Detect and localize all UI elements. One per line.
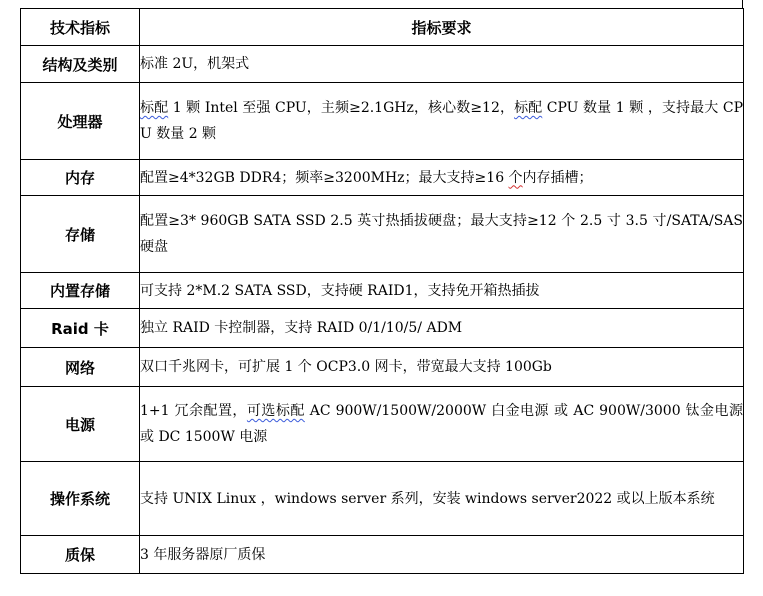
row-value xyxy=(140,536,744,574)
row-name: Raid 卡 xyxy=(21,309,140,348)
cell-text: 可支持 2*M.2 SATA SSD，支持硬 RAID1，支持免开箱热插拔 xyxy=(140,282,540,299)
row-value xyxy=(140,273,744,309)
cell-text: CPU 数量 1 颗 ，支持最大 CPU 数量 2 颗 xyxy=(140,100,743,142)
row-name: 网络 xyxy=(21,348,140,387)
row-name: 操作系统 xyxy=(21,462,140,536)
table-row xyxy=(21,348,744,387)
cell-text: 1+1 冗余配置， xyxy=(140,403,247,419)
header-requirement: 指标要求 xyxy=(140,9,744,46)
cell-text: 双口千兆网卡，可扩展 1 个 OCP3.0 网卡，带宽最大支持 100Gb xyxy=(140,359,552,375)
row-name: 电源 xyxy=(21,387,140,462)
cell-text: 支持 UNIX Linux ，windows server 系列，安装 windows server2022 或以上版本系统 xyxy=(140,490,715,507)
row-value xyxy=(140,348,744,387)
table-row xyxy=(21,536,744,574)
row-name: 处理器 xyxy=(21,83,140,160)
table-row xyxy=(21,196,744,273)
row-name: 存储 xyxy=(21,196,140,273)
row-value xyxy=(140,46,744,83)
cell-text: 1 颗 Intel 至强 CPU，主频≥2.1GHz，核心数≥12， xyxy=(168,100,515,116)
table-row xyxy=(21,273,744,309)
grammar-underlined-text: 标配 xyxy=(140,100,169,116)
row-name: 质保 xyxy=(21,536,140,574)
table-row xyxy=(21,83,744,160)
row-name: 内置存储 xyxy=(21,273,140,309)
row-value xyxy=(140,462,744,536)
page-edge-mark xyxy=(742,0,743,8)
grammar-underlined-text: 可选标配 xyxy=(246,403,305,419)
header-technical-indicator: 技术指标 xyxy=(21,9,140,46)
cell-text: 标准 2U，机架式 xyxy=(140,56,250,72)
row-name: 结构及类别 xyxy=(21,46,140,83)
table-row xyxy=(21,462,744,536)
row-value xyxy=(140,196,744,273)
spec-table xyxy=(20,8,744,574)
row-name: 内存 xyxy=(21,160,140,196)
spelling-underlined-text: 个 xyxy=(508,169,523,186)
grammar-underlined-text: 标配 xyxy=(514,100,543,116)
row-value xyxy=(140,387,744,462)
table-row xyxy=(21,160,744,196)
cell-text: 内存插槽； xyxy=(522,169,593,186)
table-row xyxy=(21,46,744,83)
table-row xyxy=(21,309,744,348)
cell-text: 独立 RAID 卡控制器，支持 RAID 0/1/10/5/ ADM xyxy=(140,320,463,336)
cell-text: AC 900W/1500W/2000W 白金电源 或 AC 900W/3000 钛金电源 或 DC 1500W 电源 xyxy=(140,403,744,445)
cell-text: 3 年服务器原厂质保 xyxy=(140,546,266,563)
cell-text: 配置≥3* 960GB SATA SSD 2.5 英寸热插拔硬盘；最大支持≥12 个 2.5 寸 3.5 寸/SATA/SAS 硬盘 xyxy=(140,213,743,255)
row-value xyxy=(140,160,744,196)
row-value xyxy=(140,309,744,348)
table-row xyxy=(21,387,744,462)
cell-text: 配置≥4*32GB DDR4；频率≥3200MHz；最大支持≥16 xyxy=(140,169,509,186)
table-header-row xyxy=(21,9,744,46)
row-value xyxy=(140,83,744,160)
